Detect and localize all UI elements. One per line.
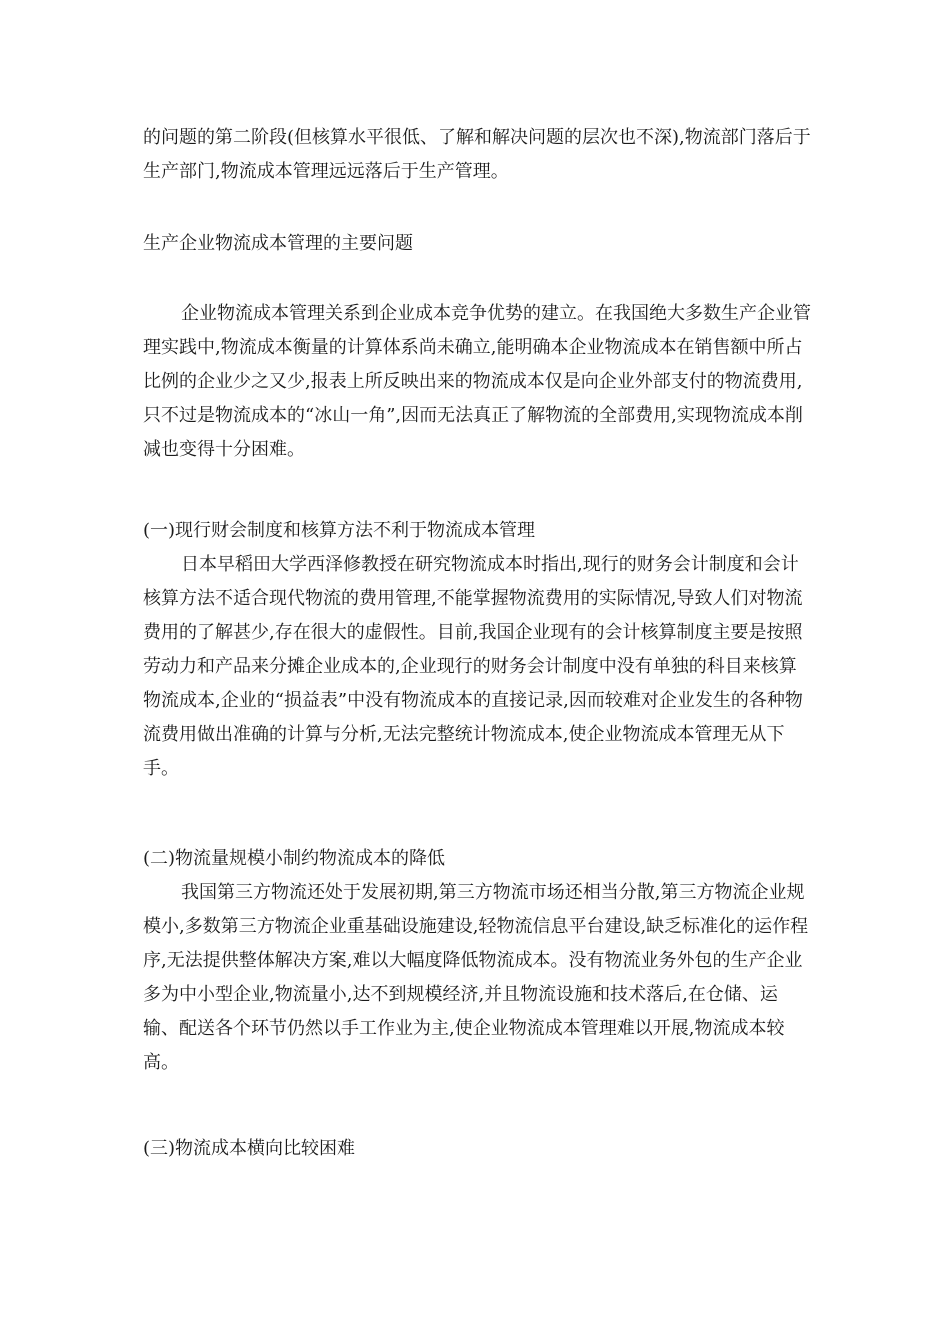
subsection-heading-2: (二)物流量规模小制约物流成本的降低 xyxy=(143,848,446,869)
subsection-paragraph-2: 我国第三方物流还处于发展初期,第三方物流市场还相当分散,第三方物流企业规模小,多数第三方物流企业重基础设施建设,轻物流信息平台建设,缺乏标准化的运作程序,无法提供整体解决方案,难以大幅度降低物流成本。没有物流业务外包的生产企业多为中小型企业,物流量小,达不到规模经济,并且物流设施和技术落后,在仓储、运输、配送各个环节仍然以手工作业为主,使企业物流成本管理难以开展,物流成本较高。 xyxy=(143,882,809,1073)
subsection-paragraph-1: 日本早稻田大学西泽修教授在研究物流成本时指出,现行的财务会计制度和会计核算方法不适合现代物流的费用管理,不能掌握物流费用的实际情况,导致人们对物流费用的了解甚少,存在很大的虚假性。目前,我国企业现有的会计核算制度主要是按照劳动力和产品来分摊企业成本的,企业现行的财务会计制度中没有单独的科目来核算物流成本,企业的“损益表”中没有物流成本的直接记录,因而较难对企业发生的各种物流费用做出准确的计算与分析,无法完整统计物流成本,使企业物流成本管理无从下手。 xyxy=(143,554,803,779)
subsection-heading-3: (三)物流成本横向比较困难 xyxy=(143,1138,356,1159)
section-paragraph: 企业物流成本管理关系到企业成本竞争优势的建立。在我国绝大多数生产企业管理实践中,物流成本衡量的计算体系尚未确立,能明确本企业物流成本在销售额中所占比例的企业少之又少,报表上所反映出来的物流成本仅是向企业外部支付的物流费用,只不过是物流成本的“冰山一角”,因而无法真正了解物流的全部费用,实现物流成本削减也变得十分困难。 xyxy=(143,303,811,460)
section-heading: 生产企业物流成本管理的主要问题 xyxy=(143,233,413,254)
intro-paragraph: 的问题的第二阶段(但核算水平很低、了解和解决问题的层次也不深),物流部门落后于生产部门,物流成本管理远远落后于生产管理。 xyxy=(143,127,811,182)
subsection-heading-1: (一)现行财会制度和核算方法不利于物流成本管理 xyxy=(143,520,536,541)
